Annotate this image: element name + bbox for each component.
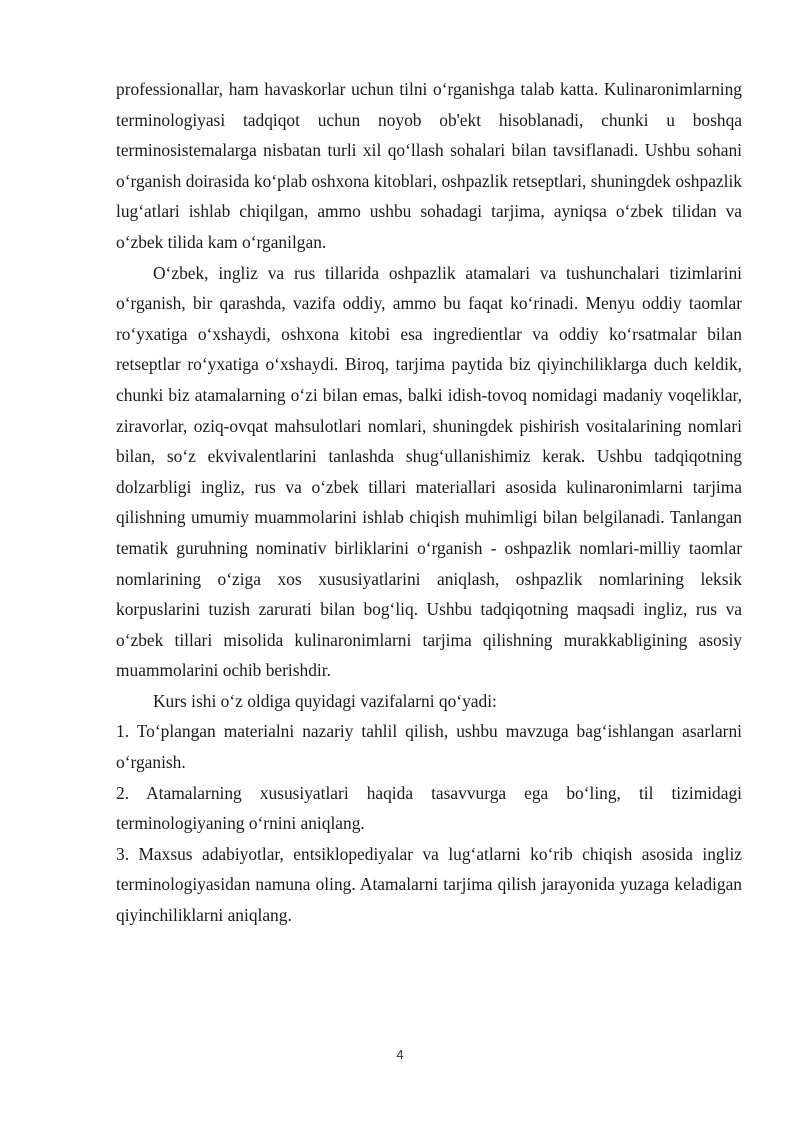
page-number: 4 [396,1047,404,1062]
paragraph-research-relevance: O‘zbek, ingliz va rus tillarida oshpazlik atamalari va tushunchalari tizimlarini o‘rganish, bir qarashda, vazifa oddiy, ammo bu faqat ko‘rinadi. Menyu oddiy taomlar ro‘yxatiga o‘xshaydi, oshxona kitobi esa ingredientlar va oddiy ko‘rsatmalar bilan retseptlar ro‘yxatiga o‘xshaydi. Biroq, tarjima paytida biz qiyinchiliklarga duch keldik, chunki biz atamalarning o‘zi bilan emas, balki idish-tovoq nomidagi madaniy voqeliklar, ziravorlar, oziq-ovqat mahsulotlari nomlari, shuningdek pishirish vositalarining nomlari bilan, so‘z ekvivalentlarini tanlashda shug‘ullanishimiz kerak. Ushbu tadqiqotning dolzarbligi ingliz, rus va o‘zbek tillari materiallari asosida kulinaronimlarni tarjima qilishning umumiy muammolarini ishlab chiqish muhimligi bilan belgilanadi. Tanlangan tematik guruhning nominativ birliklarini o‘rganish - oshpazlik nomlari-milliy taomlar nomlarining o‘ziga xos xususiyatlarini aniqlash, oshpazlik nomlarining leksik korpuslarini tuzish zarurati bilan bog‘liq. Ushbu tadqiqotning maqsadi ingliz, rus va o‘zbek tillari misolida kulinaronimlarni tarjima qilishning murakkabligining asosiy muammolarini ochib berishdir. [116,262,742,681]
paragraph-continuation: professionallar, ham havaskorlar uchun tilni o‘rganishga talab katta. Kulinaronimlarning terminologiyasi tadqiqot uchun noyob ob'ekt hisoblanadi, chunki u boshqa terminosistemalarga nisbatan turli xil qo‘llash sohalari bilan tavsiflanadi. Ushbu sohani o‘rganish doirasida ko‘plab oshxona kitoblari, oshpazlik retseptlari, shuningdek oshpazlik lug‘atlari ishlab chiqilgan, ammo ushbu sohadagi tarjima, ayniqsa o‘zbek tilidan va o‘zbek tilida kam o‘rganilgan. [116,79,742,252]
paragraph-tasks-intro: Kurs ishi o‘z oldiga quyidagi vazifalarni qo‘yadi: [153,690,497,711]
document-body [116,74,742,931]
list-item-task-3: 3. Maxsus adabiyotlar, entsiklopediyalar va lug‘atlarni ko‘rib chiqish asosida ingliz terminologiyasidan namuna oling. Atamalarni tarjima qilish jarayonida yuzaga keladigan qiyinchiliklarni aniqlang. [116,843,742,926]
list-item-task-1: 1. To‘plangan materialni nazariy tahlil qilish, ushbu mavzuga bag‘ishlangan asarlarni o‘rganish. [116,721,742,773]
list-item-task-2: 2. Atamalarning xususiyatlari haqida tasavvurga ega bo‘ling, til tizimidagi terminologiyaning o‘rnini aniqlang. [116,782,742,834]
